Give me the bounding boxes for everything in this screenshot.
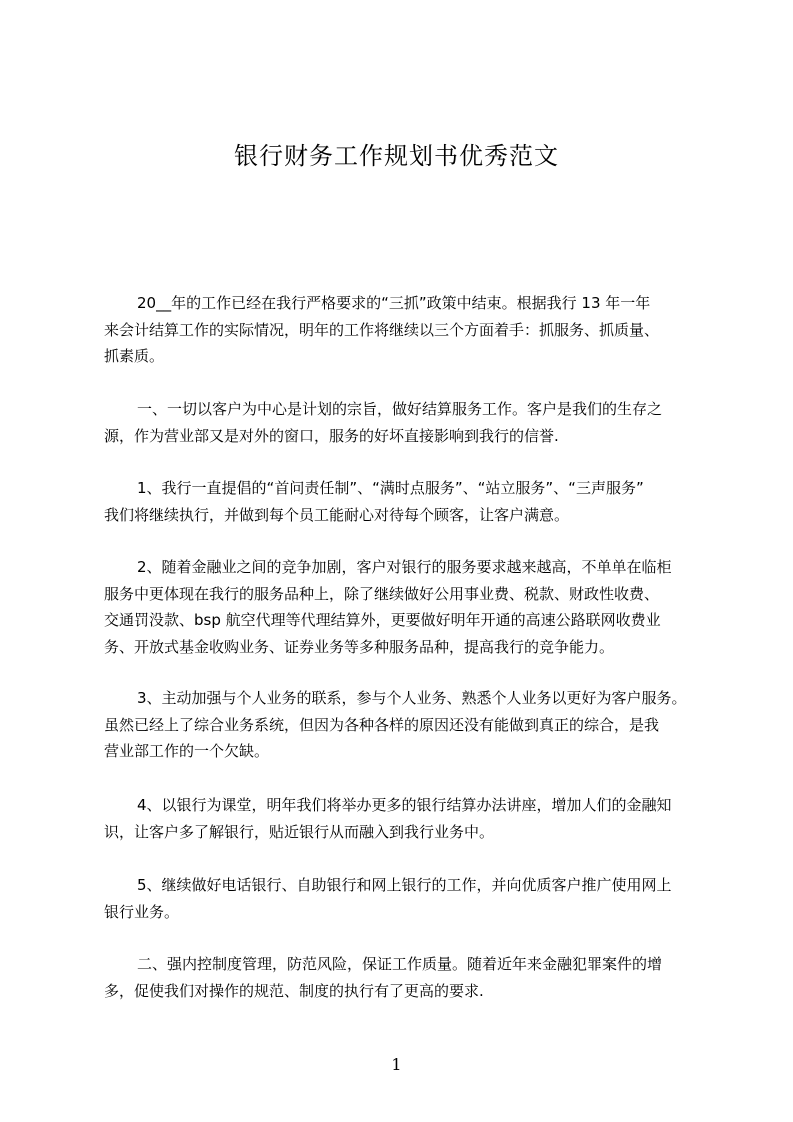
text-line: 服务中更体现在我行的服务品种上，除了继续做好公用事业费、税款、财政性收费、 xyxy=(104,584,660,603)
text-line: 5、继续做好电话银行、自助银行和网上银行的工作，并向优质客户推广使用网上 xyxy=(137,876,672,894)
page-number: 1 xyxy=(391,1055,402,1074)
text-line: 交通罚没款、bsp 航空代理等代理结算外，更要做好明年开通的高速公路联网收费业 xyxy=(104,611,661,629)
text-line: 识，让客户多了解银行，贴近银行从而融入到我行业务中。 xyxy=(104,822,495,841)
text-line: 银行业务。 xyxy=(104,902,180,921)
paragraph-item-4 xyxy=(104,792,710,845)
paragraph-section-two xyxy=(104,951,710,1004)
paragraph-item-1 xyxy=(104,475,710,528)
text-line: 2、随着金融业之间的竞争加剧，客户对银行的服务要求越来越高，不单单在临柜 xyxy=(137,558,672,576)
text-line: 源，作为营业部又是对外的窗口，服务的好坏直接影响到我行的信誉. xyxy=(104,426,559,445)
text-line: 二、强内控制度管理，防范风险，保证工作质量。随着近年来金融犯罪案件的增 xyxy=(137,955,663,973)
text-line: 多，促使我们对操作的规范、制度的执行有了更高的要求. xyxy=(104,981,484,1000)
text-line: 务、开放式基金收购业务、证券业务等多种服务品种，提高我行的竞争能力。 xyxy=(104,637,615,656)
paragraph-intro xyxy=(104,290,710,370)
text-line: 虽然已经上了综合业务系统，但因为各种各样的原因还没有能做到真正的综合，是我 xyxy=(104,715,660,734)
document-title: 银行财务工作规划书优秀范文 xyxy=(234,142,559,170)
text-line: 抓素质。 xyxy=(104,347,165,365)
paragraph-item-5 xyxy=(104,872,710,925)
text-line: 我们将继续执行，并做到每个员工能耐心对待每个顾客，让客户满意。 xyxy=(104,505,570,524)
text-line: 4、以银行为课堂，明年我们将举办更多的银行结算办法讲座，增加人们的金融知 xyxy=(137,796,672,814)
text-line: 来会计结算工作的实际情况，明年的工作将继续以三个方面着手：抓服务、抓质量、 xyxy=(104,320,660,339)
text-line: 20__年的工作已经在我行严格要求的“三抓”政策中结束。根据我行 13 年一年 xyxy=(137,294,651,312)
text-line: 1、我行一直提倡的“首问责任制”、“满时点服务”、“站立服务”、“三声服务” xyxy=(137,479,644,497)
text-line: 3、主动加强与个人业务的联系，参与个人业务、熟悉个人业务以更好为客户服务。 xyxy=(137,689,687,707)
text-line: 一、一切以客户为中心是计划的宗旨，做好结算服务工作。客户是我们的生存之 xyxy=(137,400,663,418)
paragraph-item-2 xyxy=(104,554,710,660)
text-line: 营业部工作的一个欠缺。 xyxy=(104,742,270,760)
paragraph-section-one xyxy=(104,396,710,449)
paragraph-item-3 xyxy=(104,685,710,765)
